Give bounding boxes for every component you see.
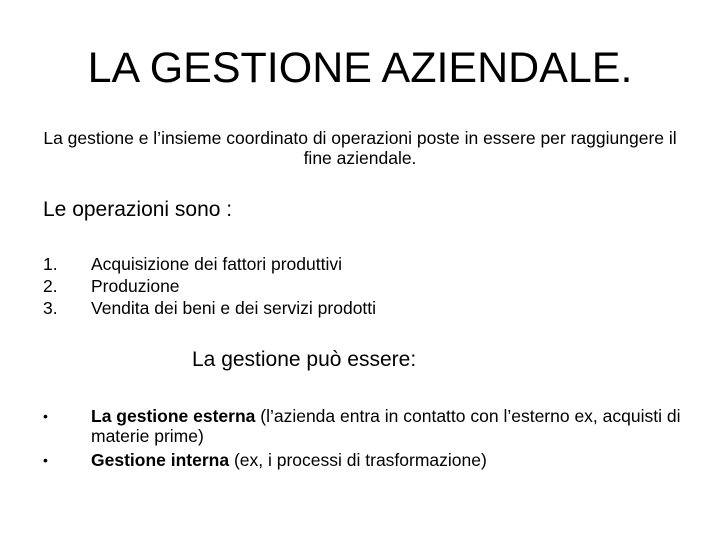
bullet-rest-text: (l’azienda entra in contatto con l’esterno ex, acquisti di materie prime) bbox=[91, 406, 681, 446]
bullet-bold-text: La gestione esterna bbox=[91, 406, 256, 426]
item-number: 3. bbox=[43, 298, 58, 318]
bullet-rest-text: (ex, i processi di trasformazione) bbox=[229, 450, 487, 470]
gestione-list bbox=[43, 406, 693, 474]
bullet-marker: • bbox=[43, 408, 48, 424]
bullet-bold-text: Gestione interna bbox=[91, 450, 230, 470]
item-number: 1. bbox=[43, 254, 58, 274]
list-item bbox=[43, 450, 693, 470]
list-item bbox=[43, 406, 693, 446]
item-text: Vendita dei beni e dei servizi prodotti bbox=[91, 298, 377, 318]
item-number: 2. bbox=[43, 276, 58, 296]
item-text: Produzione bbox=[91, 276, 180, 296]
list-item bbox=[43, 297, 643, 319]
bullet-text bbox=[91, 450, 487, 470]
operations-list bbox=[43, 253, 643, 319]
gestione-heading: La gestione può essere: bbox=[192, 348, 417, 371]
definition-text: La gestione e l’insieme coordinato di operazioni poste in essere per raggiungere il fine aziendale. bbox=[43, 128, 677, 168]
bullet-text bbox=[91, 406, 693, 446]
list-item bbox=[43, 253, 643, 275]
list-item bbox=[43, 275, 643, 297]
bullet-marker: • bbox=[43, 452, 48, 468]
operations-heading: Le operazioni sono : bbox=[43, 198, 233, 221]
slide-title: LA GESTIONE AZIENDALE. bbox=[87, 44, 633, 92]
item-text: Acquisizione dei fattori produttivi bbox=[91, 254, 342, 274]
